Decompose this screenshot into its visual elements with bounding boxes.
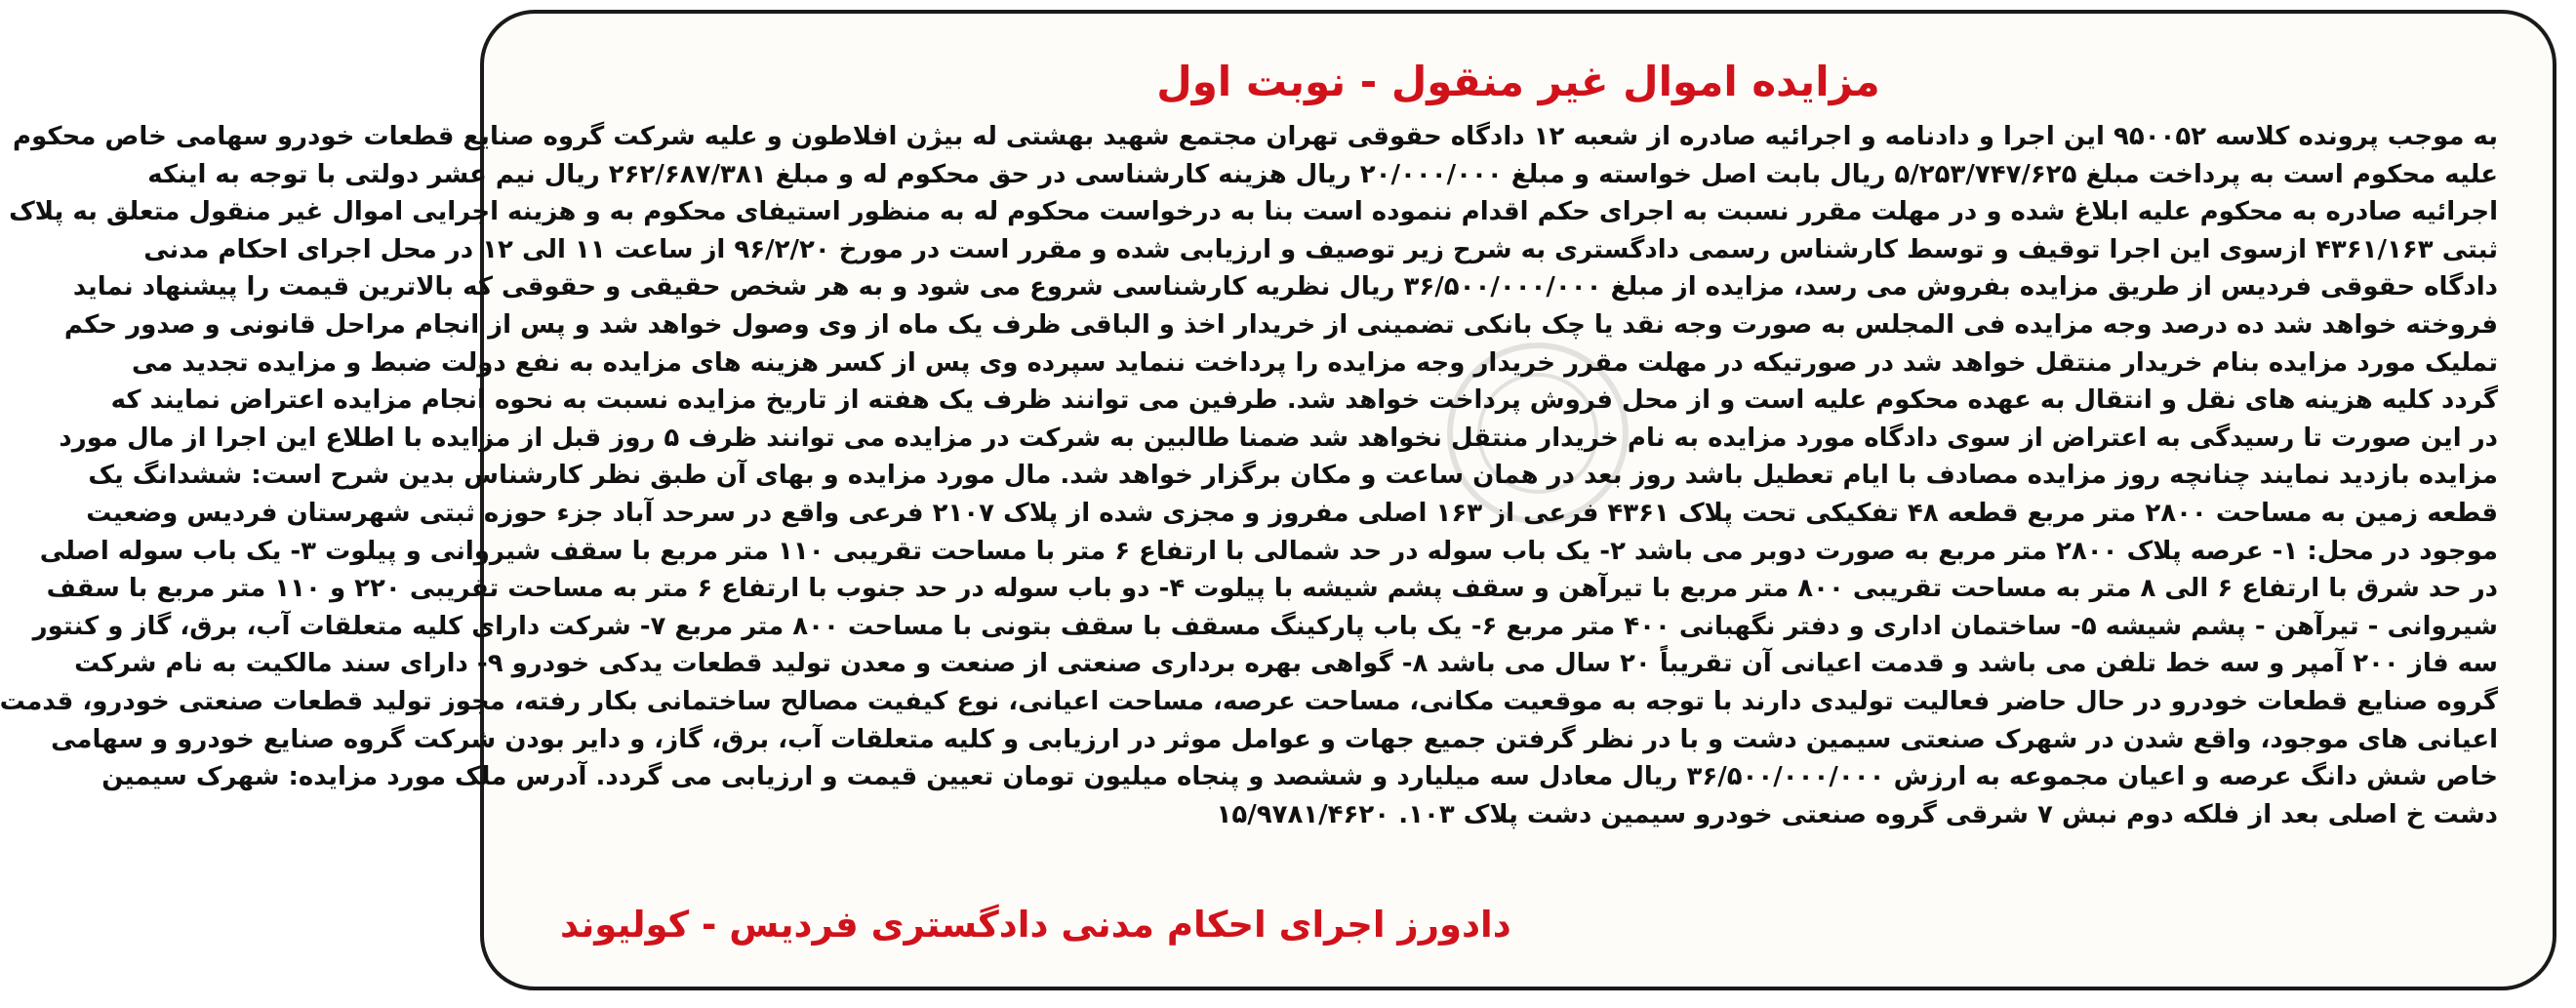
- body-line: مزایده بازدید نمایند چنانچه روز مزایده مصادف با ایام تعطیل باشد روز بعد در همان ساعت و مکان برگزار خواهد شد. مال مورد مزایده و بهای آن طبق نظر کارشناس بدین شرح است: ششدانگ یک: [88, 461, 2498, 491]
- body-line: سه فاز ۲۰۰ آمپر و سه خط تلفن می باشد و قدمت اعیانی آن تقریباً ۲۰ سال می باشد ۸- گواهی بهره برداری صنعتی از صنعت و معدن تولید قطعات یدکی خودرو ۹- دارای سند مالکیت به نام شرکت: [74, 649, 2498, 679]
- body-line: اجرائیه صادره به محکوم علیه ابلاغ شده و در مهلت مقرر نسبت به اجرای حکم اقدام ننموده است بنا به درخواست محکوم له به منظور استیفای محکوم به و هزینه اجرایی اموال غیر منقول متعلق به پلاک: [9, 197, 2498, 227]
- body-line: اعیانی های موجود، واقع شدن در شهرک صنعتی سیمین دشت و با در نظر گرفتن جمیع جهات و عوامل موثر در ارزیابی و کلیه متعلقات آب، برق، گاز، و دایر بودن شرکت گروه صنایع خودرو و سهامی: [51, 724, 2498, 754]
- notice-title: مزایده اموال غیر منقول - نوبت اول: [1156, 58, 1880, 105]
- body-line: شیروانی - تیرآهن - پشم شیشه ۵- ساختمان اداری و دفتر نگهبانی ۴۰۰ متر مربع ۶- یک باب پارکینگ مسقف با سقف بتونی با مساحت ۸۰۰ متر مربع ۷- شرکت دارای کلیه متعلقات آب، برق، گاز و کنتور: [32, 611, 2498, 641]
- body-line: تملیک مورد مزایده بنام خریدار منتقل خواهد شد در صورتیکه در مهلت مقرر خریدار وجه مزایده را پرداخت ننماید سپرده وی پس از کسر هزینه های مزایده به نفع دولت ضبط و مزایده تجدید می: [131, 347, 2498, 378]
- body-line: گردد کلیه هزینه های نقل و انتقال به عهده محکوم علیه است و از محل فروش پرداخت خواهد شد. طرفین می توانند ظرف یک هفته از تاریخ مزایده نسبت به نحوه انجام مزایده اعتراض نمایند که: [110, 385, 2498, 416]
- body-line: موجود در محل: ۱- عرصه پلاک ۲۸۰۰ متر مربع به صورت دوبر می باشد ۲- یک باب سوله در حد شمالی با ارتفاع ۶ متر با مساحت تقریبی ۱۱۰ متر مربع با سقف شیروانی و پیلوت ۳- یک باب سوله اصلی: [39, 536, 2498, 566]
- body-line: ثبتی ۴۳۶۱/۱۶۳ ازسوی این اجرا توقیف و توسط کارشناس رسمی دادگستری به شرح زیر توصیف و ارزیابی شده و مقرر است در مورخ ۹۶/۲/۲۰ از ساعت ۱۱ الی ۱۲ در محل اجرای احکام مدنی: [143, 234, 2498, 264]
- body-line: خاص شش دانگ عرصه و اعیان مجموعه به ارزش ۳۶/۵۰۰/۰۰۰/۰۰۰ ریال معادل سه میلیارد و ششصد و پنجاه میلیون تومان تعیین قیمت و ارزیابی می گردد. آدرس ملک مورد مزایده: شهرک سیمین: [101, 762, 2498, 792]
- body-line: قطعه زمین به مساحت ۲۸۰۰ متر مربع قطعه ۴۸ تفکیکی تحت پلاک ۴۳۶۱ فرعی از ۱۶۳ اصلی مفروز و مجزی شده از پلاک ۲۱۰۷ فرعی واقع در سرحد آباد جزء حوزه ثبتی شهرستان فردیس وضعیت: [86, 498, 2498, 528]
- body-line: فروخته خواهد شد ده درصد وجه مزایده فی المجلس به صورت وجه نقد یا چک بانکی تضمینی از خریدار اخذ و الباقی ظرف یک ماه از وی وصول خواهد شد و پس از انجام مراحل قانونی و صدور حکم: [63, 309, 2498, 340]
- body-line: در این صورت تا رسیدگی به اعتراض از سوی دادگاه مورد مزایده به نام خریدار منتقل نخواهد شد ضمنا طالبین به شرکت در مزایده می توانند ظرف ۵ روز قبل از مزایده با اطلاع این اجرا از مال مورد: [59, 423, 2498, 453]
- notice-body: [0, 118, 2498, 833]
- body-line: گروه صنایع قطعات خودرو در حال حاضر فعالیت تولیدی دارند با توجه به موقعیت مکانی، مساحت عرصه، مساحت اعیانی، نوع کیفیت مصالح ساختمانی بکار رفته، مجوز تولید قطعات صنعتی خودرو، قدمت: [0, 686, 2498, 716]
- signature-footer: دادورز اجرای احکام مدنی دادگستری فردیس - کولیوند: [560, 904, 1511, 946]
- notice-frame: [0, 10, 2556, 990]
- body-line-last: دشت خ اصلی بعد از فلکه دوم نبش ۷ شرقی گروه صنعتی خودرو سیمین دشت پلاک ۱۰۳. ۱۵/۹۷۸۱/۴۶۲۰: [1216, 799, 2498, 829]
- body-line: دادگاه حقوقی فردیس از طریق مزایده بفروش می رسد، مزایده از مبلغ ۳۶/۵۰۰/۰۰۰/۰۰۰ ریال نظریه کارشناسی شروع می شود و به هر شخص حقیقی و حقوقی که بالاترین قیمت را پیشنهاد نماید: [72, 272, 2498, 302]
- body-line: در حد شرق با ارتفاع ۶ الی ۸ متر به مساحت تقریبی ۸۰۰ متر مربع با تیرآهن و سقف پشم شیشه با پیلوت ۴- دو باب سوله در حد جنوب با ارتفاع ۶ متر به مساحت تقریبی ۲۲۰ و ۱۱۰ متر مربع با سقف: [46, 574, 2498, 604]
- body-line: به موجب پرونده کلاسه ۹۵۰۰۵۲ این اجرا و دادنامه و اجرائیه صادره از شعبه ۱۲ دادگاه حقوقی تهران مجتمع شهید بهشتی له بیژن افلاطون و علیه شرکت گروه صنایع قطعات خودرو سهامی خاص محکوم: [13, 122, 2498, 151]
- body-line: علیه محکوم است به پرداخت مبلغ ۵/۲۵۳/۷۴۷/۶۲۵ ریال بابت اصل خواسته و مبلغ ۲۰/۰۰۰/۰۰۰ ریال هزینه کارشناسی در حق محکوم له و مبلغ ۲۶۲/۶۸۷/۳۸۱ ریال نیم عشر دولتی با توجه به اینکه: [147, 159, 2498, 189]
